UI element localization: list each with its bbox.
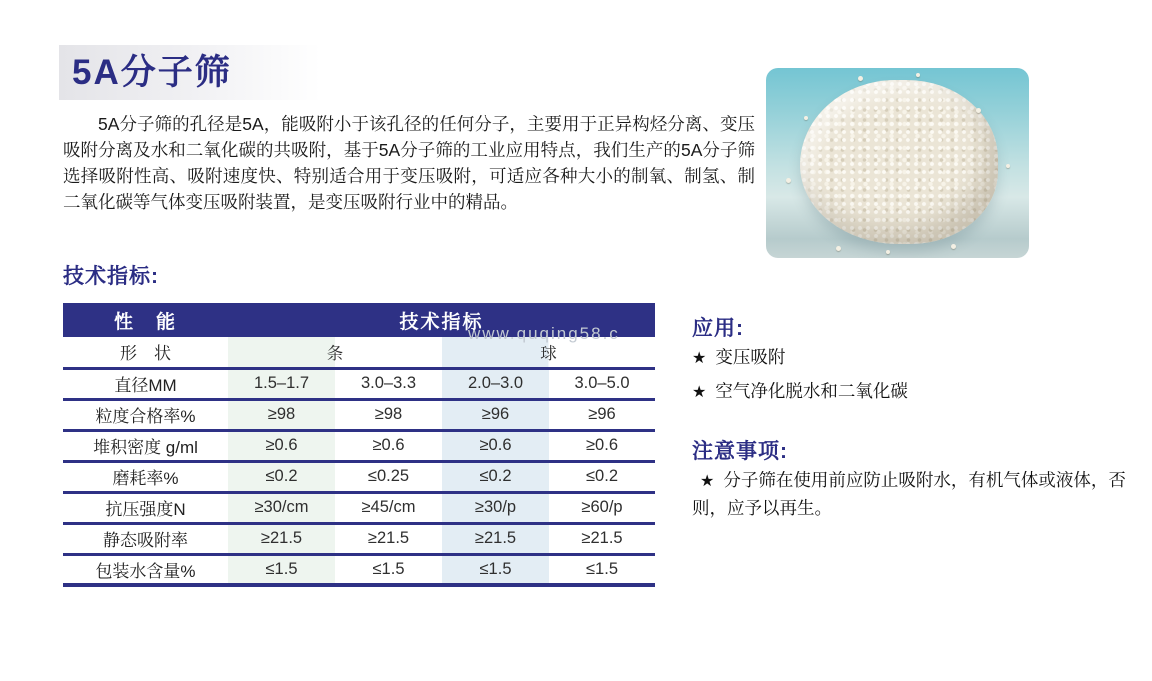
header-cell-property: 性 能 (63, 303, 228, 337)
cell: ≤0.2 (442, 461, 549, 492)
granule-pile (800, 80, 998, 244)
table-row (63, 399, 655, 430)
cell: ≤0.2 (228, 461, 335, 492)
cell: ≥0.6 (372, 436, 405, 454)
granule-dot (886, 250, 890, 254)
table-row (63, 523, 655, 554)
granule-dot (858, 76, 863, 81)
cell: ≥98 (374, 405, 403, 423)
cell: ≥60/p (581, 498, 623, 516)
cell: ≥0.6 (442, 430, 549, 461)
granule-dot (976, 108, 981, 113)
shape-sphere-cell: 球 (442, 337, 655, 368)
header-cell-indicator: 技术指标 (228, 303, 655, 337)
cell: 3.0–3.3 (360, 374, 417, 392)
application-list (692, 341, 908, 409)
site-watermark: www.quqing58.c (468, 324, 620, 343)
cell: ≥30/cm (228, 492, 335, 523)
notes-text: 分子筛在使用前应防止吸附水，有机气体或液体，否则，应予以再生。 (692, 470, 1126, 518)
granule-dot (836, 246, 841, 251)
star-icon: ★ (700, 473, 715, 490)
application-item-label: 空气净化脱水和二氧化碳 (715, 381, 908, 401)
granule-dot (1006, 164, 1010, 168)
cell: ≤1.5 (442, 554, 549, 585)
cell: ≤0.25 (367, 467, 410, 485)
cell: 1.5–1.7 (228, 368, 335, 399)
row-label: 直径MM (114, 376, 177, 395)
application-item (692, 341, 908, 375)
shape-strip-cell: 条 (228, 337, 442, 368)
cell: ≥30/p (442, 492, 549, 523)
row-label: 包装水含量% (95, 561, 196, 581)
spec-table-header-row (63, 303, 655, 337)
table-row (63, 368, 655, 399)
granule-dot (804, 116, 808, 120)
table-row-shape (63, 337, 655, 368)
cell: ≥21.5 (442, 523, 549, 554)
row-label: 磨耗率% (112, 469, 179, 488)
intro-paragraph: 5A分子筛的孔径是5A，能吸附小于该孔径的任何分子，主要用于正异构烃分离、变压吸附分离及水和二氧化碳的共吸附，基于5A分子筛的工业应用特点，我们生产的5A分子筛选择吸附性高、吸附速度快、特别适合用于变压吸附，可适应各种大小的制氧、制氢、制二氧化碳等气体变压吸附装置，是变压吸附行业中的精品。 (63, 114, 755, 212)
page-title: 5A分子筛 (72, 53, 232, 92)
table-row (63, 461, 655, 492)
cell: ≥21.5 (228, 523, 335, 554)
spec-table (63, 303, 655, 587)
application-item (692, 375, 908, 409)
cell: ≥98 (228, 399, 335, 430)
spec-section-heading: 技术指标: (63, 265, 159, 288)
cell: 3.0–5.0 (574, 374, 630, 392)
cell: ≤0.2 (586, 467, 618, 485)
application-item-label: 变压吸附 (715, 347, 786, 367)
table-row (63, 492, 655, 523)
cell: ≥21.5 (581, 529, 623, 547)
application-heading: 应用: (692, 317, 744, 340)
star-icon: ★ (692, 350, 707, 367)
cell: ≤1.5 (228, 554, 335, 585)
row-label: 粒度合格率% (95, 407, 196, 426)
cell: 2.0–3.0 (442, 368, 549, 399)
row-label: 静态吸附率 (103, 531, 188, 550)
cell: ≥96 (442, 399, 549, 430)
title-strip (59, 45, 321, 100)
row-label: 抗压强度N (105, 500, 186, 519)
cell: ≥45/cm (361, 498, 416, 516)
cell: ≥21.5 (367, 529, 410, 547)
table-row (63, 554, 655, 585)
cell: ≤1.5 (586, 559, 618, 578)
product-photo (766, 68, 1029, 258)
granule-dot (916, 73, 920, 77)
row-label: 堆积密度 g/ml (93, 438, 198, 457)
star-icon: ★ (692, 384, 707, 401)
granule-dot (786, 178, 791, 183)
granule-dot (951, 244, 956, 249)
notes-heading: 注意事项: (692, 440, 788, 463)
cell: ≤1.5 (372, 559, 405, 578)
table-row (63, 430, 655, 461)
notes-paragraph (692, 467, 1148, 522)
row-label: 形 状 (120, 344, 171, 364)
cell: ≥0.6 (586, 436, 618, 454)
cell: ≥0.6 (228, 430, 335, 461)
cell: ≥96 (588, 405, 616, 423)
